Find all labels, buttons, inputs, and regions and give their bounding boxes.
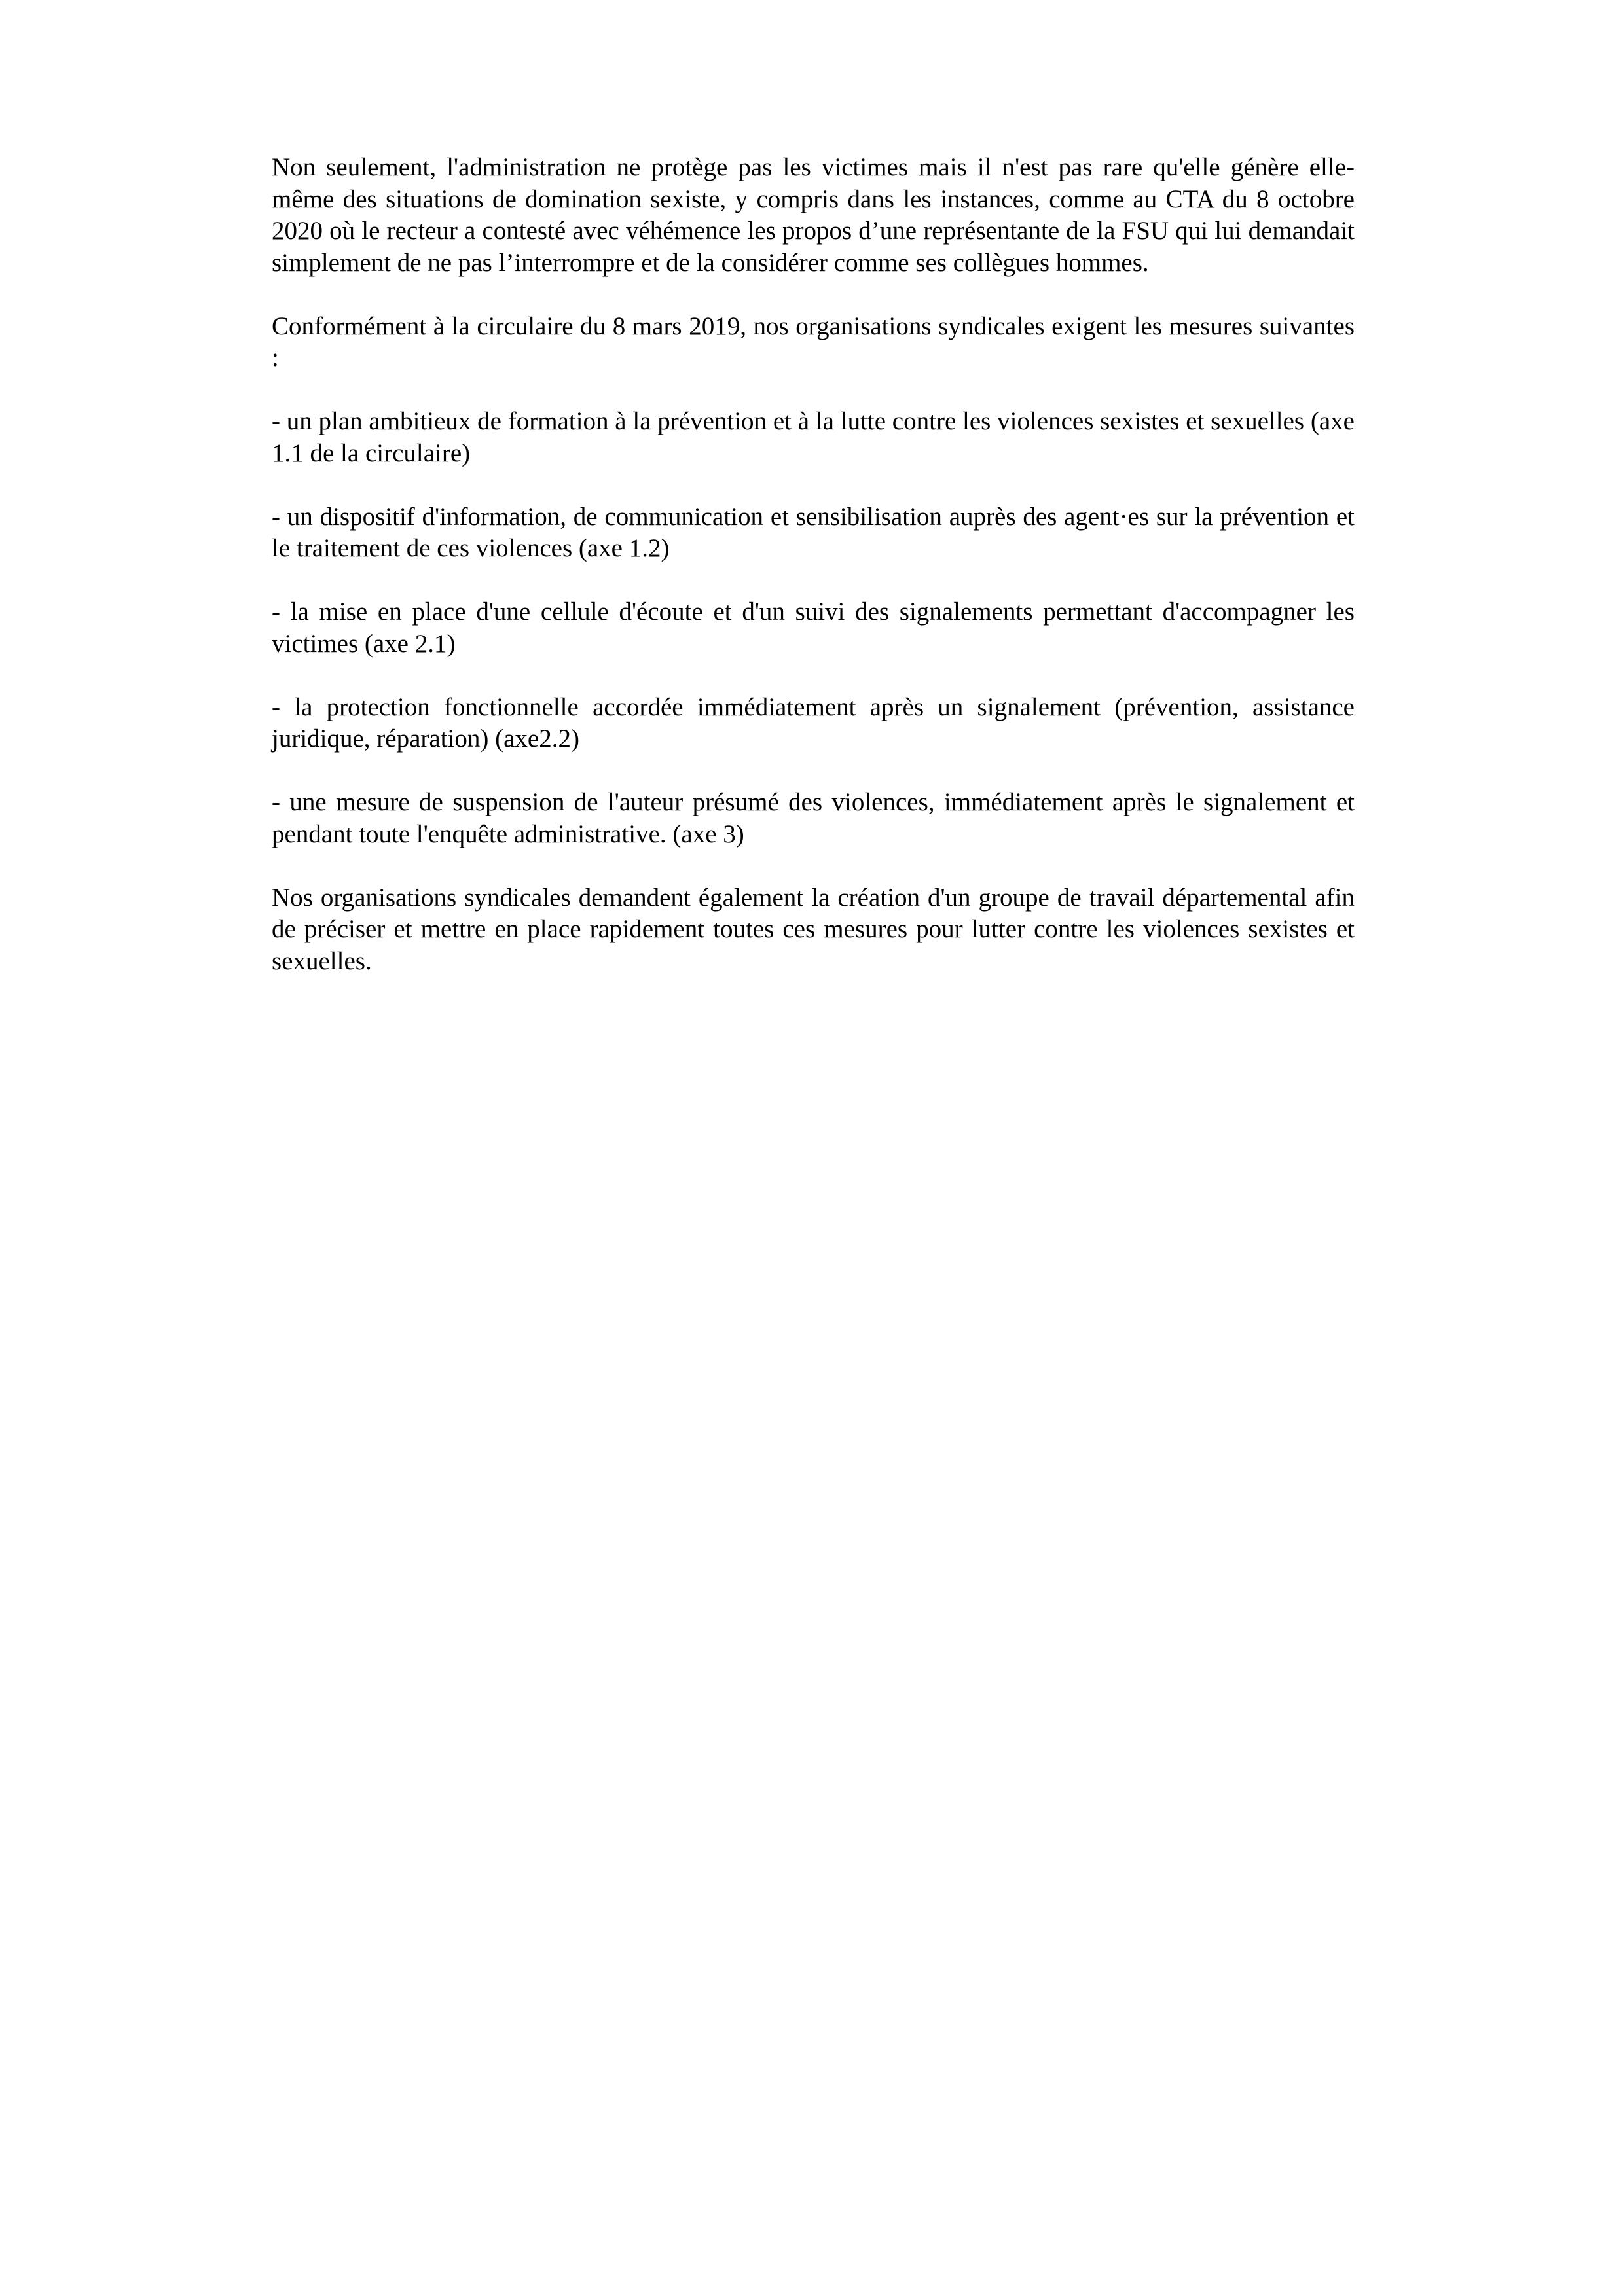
demand-item-information: - un dispositif d'information, de communication et sensibilisation auprès des agent·es sur la prévention et le traitement de ces violences (axe 1.2) xyxy=(272,502,1355,562)
demand-item-listening-cell: - la mise en place d'une cellule d'écoute et d'un suivi des signalements permettant d'accompagner les victimes (axe 2.1) xyxy=(272,598,1355,658)
closing-paragraph: Nos organisations syndicales demandent également la création d'un groupe de travail départemental afin de préciser et mettre en place rapidement toutes ces mesures pour lutter contre les violences sexistes et sexuelles. xyxy=(272,883,1355,975)
demand-item-suspension: - une mesure de suspension de l'auteur présumé des violences, immédiatement après le signalement et pendant toute l'enquête administrative. (axe 3) xyxy=(272,788,1355,848)
document-body xyxy=(272,152,1355,977)
demand-item-training: - un plan ambitieux de formation à la prévention et à la lutte contre les violences sexistes et sexuelles (axe 1.1 de la circulaire) xyxy=(272,407,1355,467)
demands-intro-paragraph: Conformément à la circulaire du 8 mars 2019, nos organisations syndicales exigent les mesures suivantes : xyxy=(272,312,1355,372)
intro-paragraph: Non seulement, l'administration ne protège pas les victimes mais il n'est pas rare qu'elle génère elle-même des situations de domination sexiste, y compris dans les instances, comme au CTA du 8 octobre 2020 où le recteur a contesté avec véhémence les propos d’une représentante de la FSU qui lui demandait simplement de ne pas l’interrompre et de la considérer comme ses collègues hommes. xyxy=(272,153,1355,277)
demand-item-functional-protection: - la protection fonctionnelle accordée immédiatement après un signalement (prévention, assistance juridique, réparation) (axe2.2) xyxy=(272,692,1355,753)
